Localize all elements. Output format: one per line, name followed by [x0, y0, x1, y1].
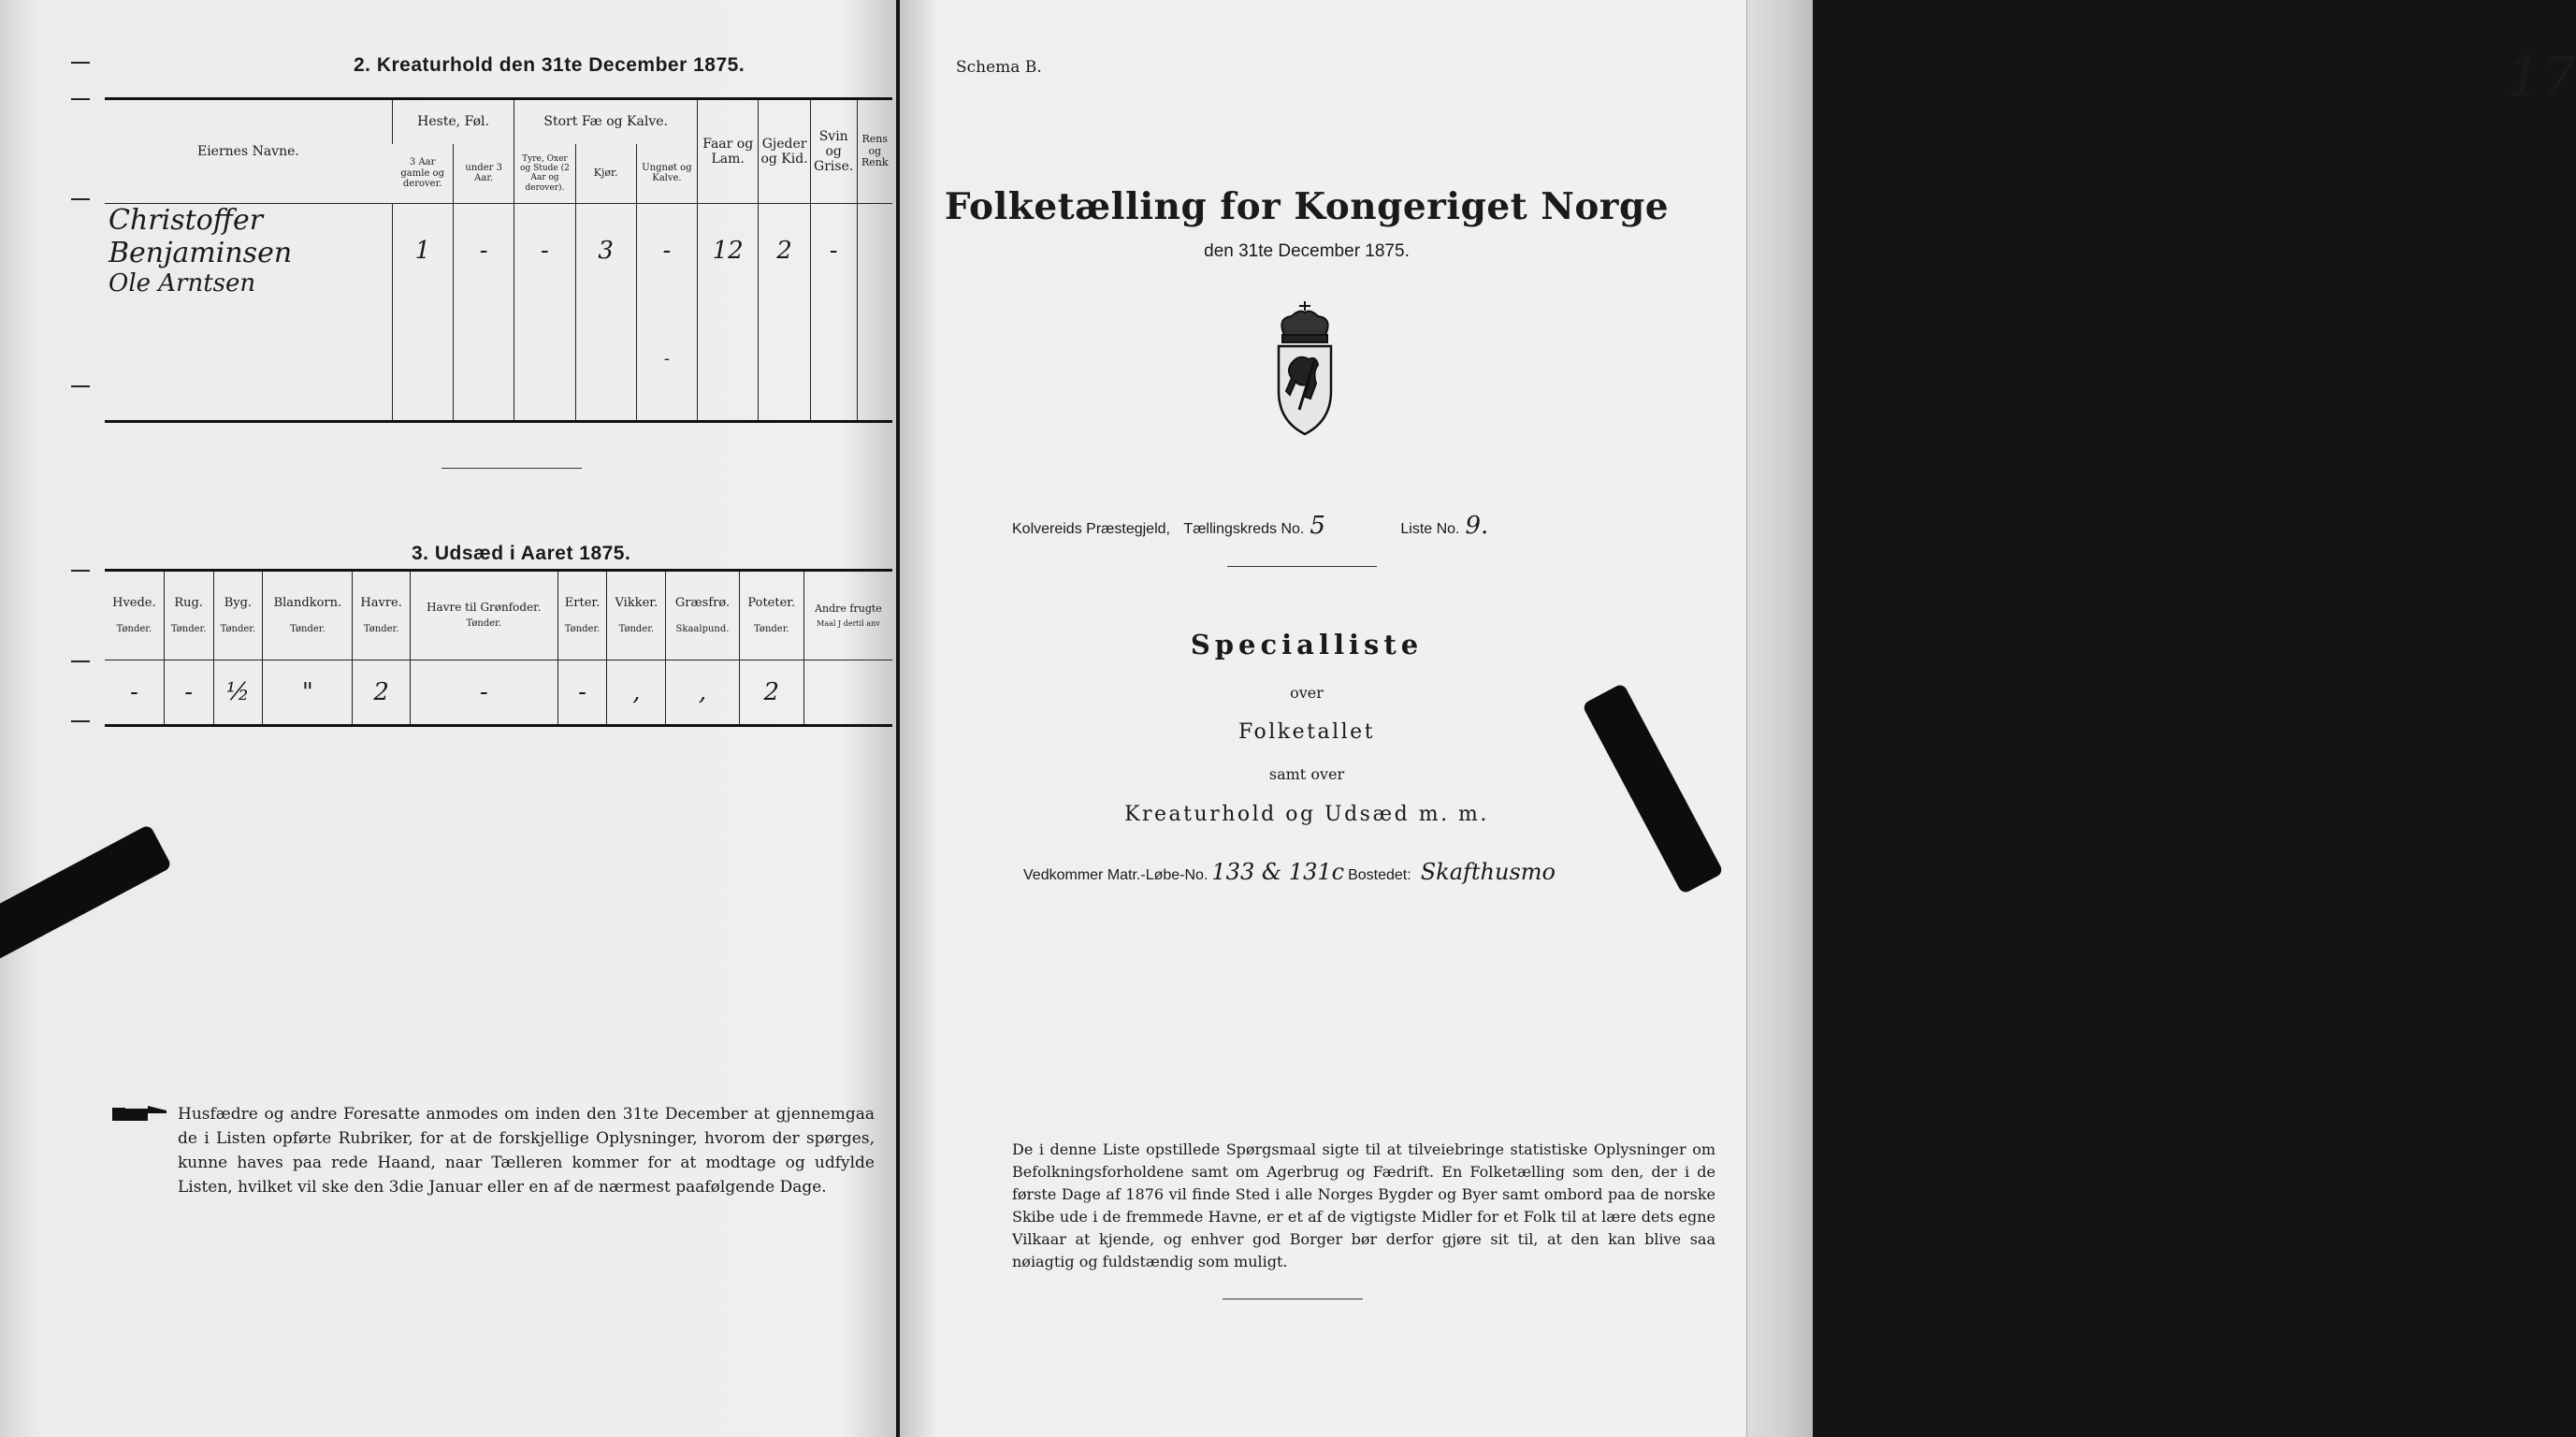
matr-label: Vedkommer Matr.-Løbe-No.: [1023, 867, 1208, 883]
sow-u-8: Skaalpund.: [675, 623, 730, 634]
sow-v-1: -: [164, 660, 213, 726]
col-owner: Eiernes Navne.: [105, 99, 392, 204]
sow-v-2: ½: [213, 660, 263, 726]
margin-tick: [71, 570, 90, 572]
section3-title: 3. Udsæd i Aaret 1875.: [412, 543, 631, 564]
list-value: 9.: [1465, 512, 1489, 540]
census-title: Folketælling for Kongeriget Norge: [944, 185, 1670, 228]
col-kjor: Kjør.: [575, 144, 636, 204]
over-text: over: [1290, 684, 1324, 702]
kjor-value: 3: [575, 204, 636, 298]
district-label: Tællingskreds No.: [1183, 521, 1305, 537]
coat-of-arms-icon: [1258, 298, 1352, 438]
sow-h-8: Græsfrø.: [674, 595, 731, 610]
col-stort-group: Stort Fæ og Kalve.: [514, 99, 698, 144]
sow-h-4: Havre.: [360, 595, 402, 610]
folketallet-text: Folketallet: [1237, 720, 1376, 744]
sow-v-7: ,: [607, 660, 666, 726]
tyre-value: -: [514, 204, 575, 298]
sowing-values-row: [105, 660, 892, 726]
sow-h-2: Byg.: [224, 595, 253, 610]
list-label: Liste No.: [1400, 521, 1460, 537]
svin-value: -: [810, 204, 857, 298]
binder-clip-right: [1582, 683, 1724, 895]
extra-mark: -: [636, 298, 697, 421]
census-date: den 31te December 1875.: [1204, 241, 1410, 261]
sow-h-10: Andre frugte: [815, 602, 882, 616]
intro-paragraph: De i denne Liste opstillede Spørgsmaal sigte til at tilveiebringe statistiske Oplysninger om Befolkningsforholdene samt om Agerbrug og Fædrift. En Folketælling som den, der i de første Dage af 1876 vil finde Sted i alle Norges Bygder og Byer samt ombord paa de norske Skibe ude i de fremmede Havne, er et af de vigtigste Midler for et Folk til at lære dets egne Vilkaar at kjende, og enhver god Borger bør derfor gjøre sit til, at den kan blive saa nøiagtig og fuldstændig som muligt.: [1012, 1140, 1715, 1270]
sow-u-0: Tønder.: [116, 623, 152, 634]
sow-u-3: Tønder.: [290, 623, 326, 634]
divider-rule: [441, 468, 582, 469]
divider-rule: [1227, 566, 1377, 567]
owner-cell: [105, 204, 392, 298]
sow-h-9: Poteter.: [747, 595, 796, 610]
notice-text: Husfædre og andre Foresatte anmodes om inden den 31te December at gjennemgaa de i Listen opførte Rubriker, for at de forskjellige Oplysninger, hvorom der spørges, kunne haves paa rede Haand, naar Tælleren kommer for at modtage og udfylde Listen, hvilket vil ske den 3die Januar eller en af de nærmest paafølgende Dage.: [178, 1105, 875, 1197]
sow-u-7: Tønder.: [618, 623, 655, 634]
col-svin: Svin og Grise.: [810, 99, 857, 204]
left-page: [0, 0, 896, 1437]
sow-v-4: 2: [353, 660, 410, 726]
page-edge: [1746, 0, 1813, 1437]
bosted-label: Bostedet:: [1348, 867, 1411, 883]
sow-u-4: Tønder.: [363, 623, 399, 634]
sow-h-0: Hvede.: [112, 595, 156, 610]
sow-u-6: Tønder.: [564, 623, 601, 634]
livestock-table: [105, 97, 892, 423]
sow-h-5: Havre til Grønfoder.: [427, 601, 542, 615]
sowing-table: [105, 569, 892, 727]
gjeder-value: 2: [759, 204, 811, 298]
faar-value: 12: [698, 204, 759, 298]
margin-tick: [71, 720, 90, 722]
sow-u-9: Tønder.: [754, 623, 789, 634]
sow-h-7: Vikker.: [615, 595, 658, 610]
pointing-hand-icon: [110, 1102, 170, 1126]
col-ungnot: Ungnøt og Kalve.: [636, 144, 697, 204]
margin-tick: [71, 385, 90, 387]
owner-name-1: Christoffer Benjaminsen: [109, 204, 293, 269]
location-line: [1012, 512, 1667, 540]
sow-v-3: ": [263, 660, 353, 726]
col-gjeder: Gjeder og Kid.: [759, 99, 811, 204]
sow-v-10: [803, 660, 892, 726]
margin-tick: [71, 62, 90, 64]
owner-name-2: Ole Arntsen: [109, 269, 256, 298]
col-heste-young: under 3 Aar.: [454, 144, 514, 204]
sow-u-10: Maal J dertil anv: [817, 618, 880, 628]
ungnot-value: -: [636, 204, 697, 298]
sowing-header-row: [105, 571, 892, 660]
binder-clip-left: [0, 824, 172, 973]
heste-young-value: -: [454, 204, 514, 298]
sow-h-1: Rug.: [174, 595, 203, 610]
parish-label: Kolvereids Præstegjeld,: [1012, 521, 1170, 537]
specialliste-heading: Specialliste: [1190, 629, 1424, 660]
district-value: 5: [1310, 512, 1325, 540]
matr-value: 133 & 131c: [1211, 859, 1345, 885]
heste-old-value: 1: [392, 204, 453, 298]
col-heste-group: Heste, Føl.: [392, 99, 514, 144]
section2-title: 2. Kreaturhold den 31te December 1875.: [354, 54, 745, 76]
sow-v-8: ,: [666, 660, 739, 726]
sow-v-6: -: [557, 660, 607, 726]
margin-tick: [71, 198, 90, 200]
kreaturhold-text: Kreaturhold og Udsæd m. m.: [1124, 803, 1489, 826]
margin-tick: [71, 98, 90, 100]
right-page: [900, 0, 2576, 1437]
samt-over-text: samt over: [1268, 765, 1345, 783]
sow-h-6: Erter.: [564, 595, 601, 610]
col-heste-old: 3 Aar gamle og derover.: [392, 144, 453, 204]
page-number: 17: [2507, 45, 2576, 109]
sow-v-0: -: [105, 660, 164, 726]
sow-h-3: Blandkorn.: [273, 595, 342, 610]
col-tyre: Tyre, Oxer og Stude (2 Aar og derover).: [514, 144, 575, 204]
col-ren: Rens og Renk: [857, 99, 892, 204]
matr-line: [1023, 859, 1559, 885]
margin-tick: [71, 660, 90, 662]
sow-v-5: -: [410, 660, 557, 726]
bosted-value: Skafthusmo: [1420, 859, 1556, 885]
sow-u-2: Tønder.: [220, 623, 256, 634]
sow-v-9: 2: [739, 660, 803, 726]
col-faar: Faar og Lam.: [698, 99, 759, 204]
sow-u-1: Tønder.: [170, 623, 207, 634]
sow-u-5: Tønder.: [466, 618, 502, 630]
schema-label: Schema B.: [956, 58, 1042, 77]
